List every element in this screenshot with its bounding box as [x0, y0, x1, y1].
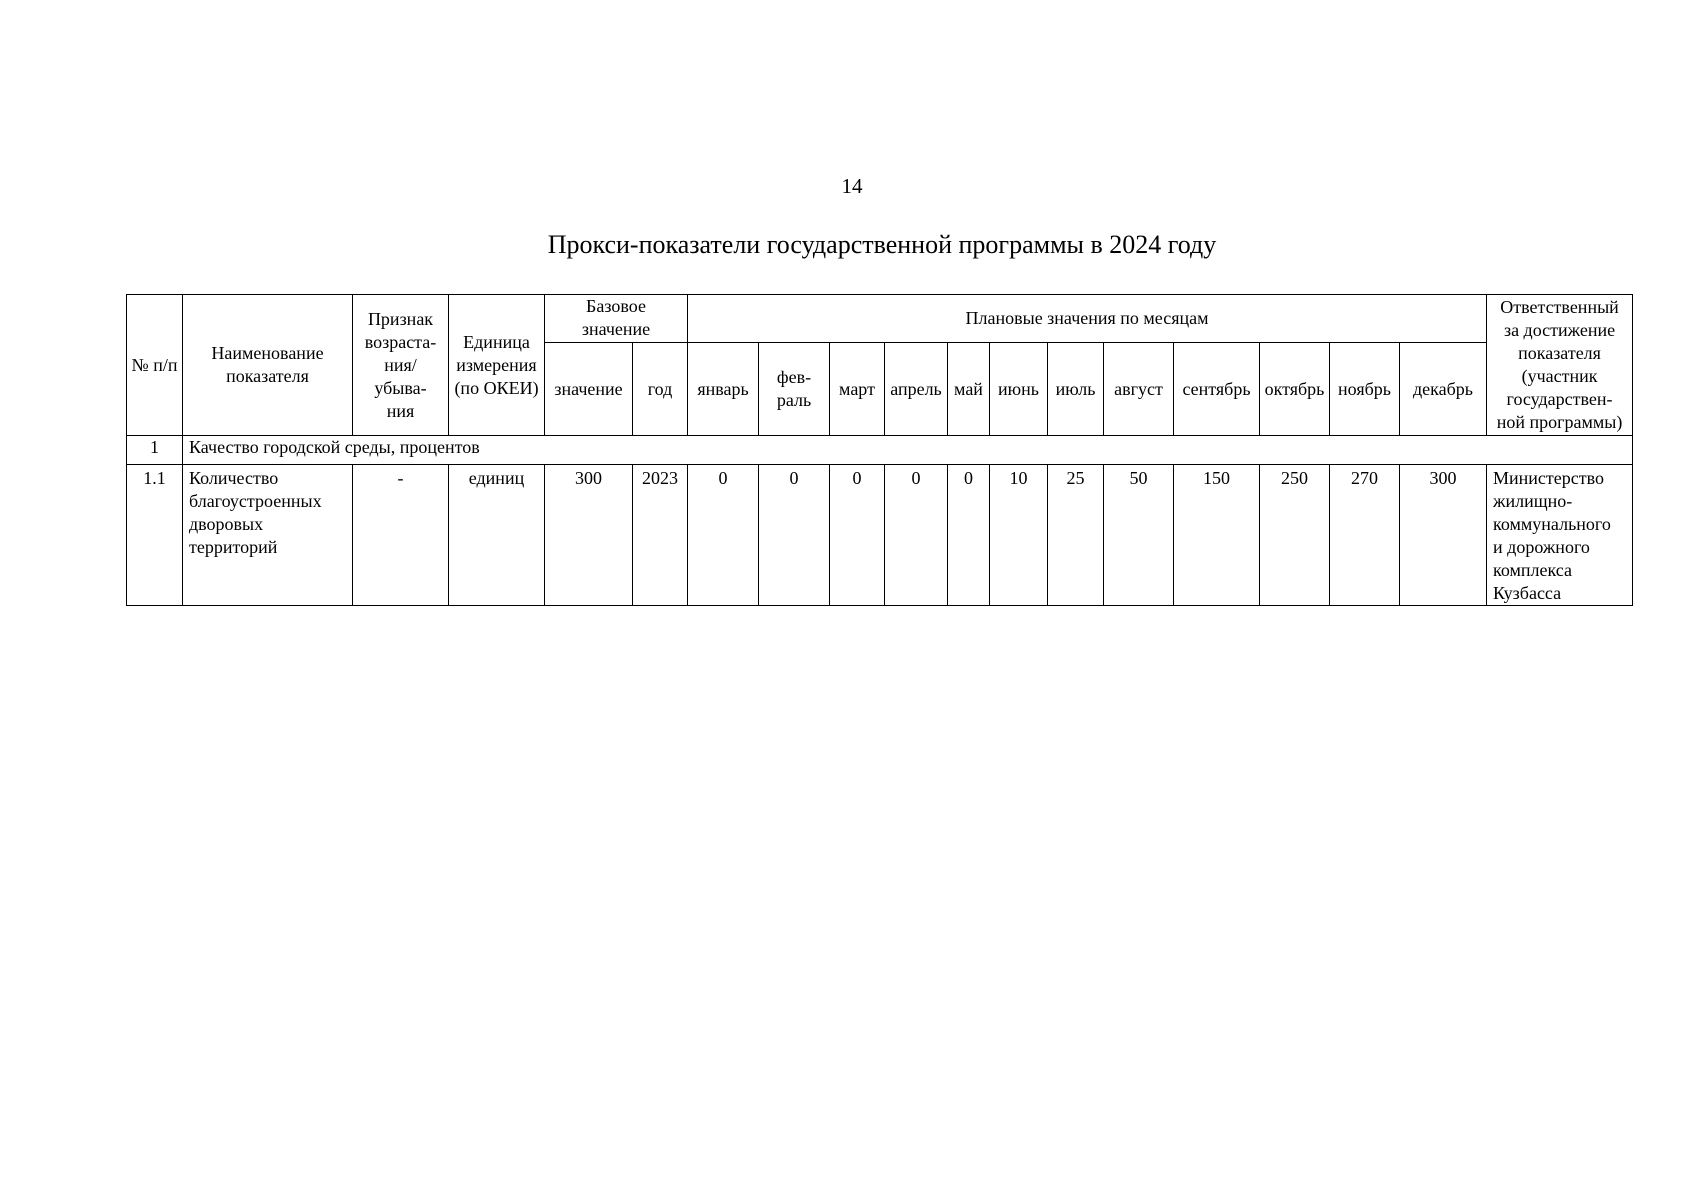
- page-number: 14: [841, 174, 863, 198]
- row-month-january: 0: [688, 465, 759, 606]
- row-month-may: 0: [948, 465, 990, 606]
- header-base-value-year: год: [633, 343, 688, 436]
- header-planned-values: Плановые значения по месяцам: [688, 295, 1487, 343]
- header-month-june: июнь: [990, 343, 1048, 436]
- header-base-value: Базовое значение: [545, 295, 688, 343]
- row-month-july: 25: [1048, 465, 1104, 606]
- header-month-april: апрель: [885, 343, 948, 436]
- document-title: Прокси-показатели государственной программы в 2024 году: [547, 230, 1217, 259]
- section-number: 1: [127, 436, 183, 465]
- row-trend: -: [353, 465, 449, 606]
- header-month-november: ноябрь: [1330, 343, 1400, 436]
- header-month-may: май: [948, 343, 990, 436]
- header-month-july: июль: [1048, 343, 1104, 436]
- header-month-february: фев- раль: [759, 343, 830, 436]
- header-trend: Признак возраста- ния/ убыва- ния: [353, 295, 449, 436]
- header-month-august: август: [1104, 343, 1174, 436]
- header-month-march: март: [830, 343, 885, 436]
- row-responsible: Министерство жилищно- коммунального и дорожного комплекса Кузбасса: [1487, 465, 1633, 606]
- row-month-october: 250: [1260, 465, 1330, 606]
- row-month-june: 10: [990, 465, 1048, 606]
- row-month-november: 270: [1330, 465, 1400, 606]
- header-unit: Единица измерения (по ОКЕИ): [449, 295, 545, 436]
- table-row: [127, 465, 1633, 606]
- row-unit: единиц: [449, 465, 545, 606]
- header-month-december: декабрь: [1400, 343, 1487, 436]
- row-month-december: 300: [1400, 465, 1487, 606]
- header-base-value-value: значение: [545, 343, 633, 436]
- row-month-august: 50: [1104, 465, 1174, 606]
- row-month-september: 150: [1174, 465, 1260, 606]
- row-indicator-name: Количество благоустроенных дворовых территорий: [183, 465, 353, 606]
- header-number: № п/п: [127, 295, 183, 436]
- row-month-april: 0: [885, 465, 948, 606]
- header-row-1: [127, 295, 1633, 343]
- header-responsible: Ответственный за достижение показателя (участник государствен- ной программы): [1487, 295, 1633, 436]
- header-month-september: сентябрь: [1174, 343, 1260, 436]
- row-month-february: 0: [759, 465, 830, 606]
- section-title: Качество городской среды, процентов: [183, 436, 1633, 465]
- header-month-january: январь: [688, 343, 759, 436]
- header-month-october: октябрь: [1260, 343, 1330, 436]
- row-month-march: 0: [830, 465, 885, 606]
- row-base-year: 2023: [633, 465, 688, 606]
- section-row: [127, 436, 1633, 465]
- proxy-indicators-table: [126, 294, 1633, 606]
- row-base-value: 300: [545, 465, 633, 606]
- header-indicator-name: Наименование показателя: [183, 295, 353, 436]
- row-number: 1.1: [127, 465, 183, 606]
